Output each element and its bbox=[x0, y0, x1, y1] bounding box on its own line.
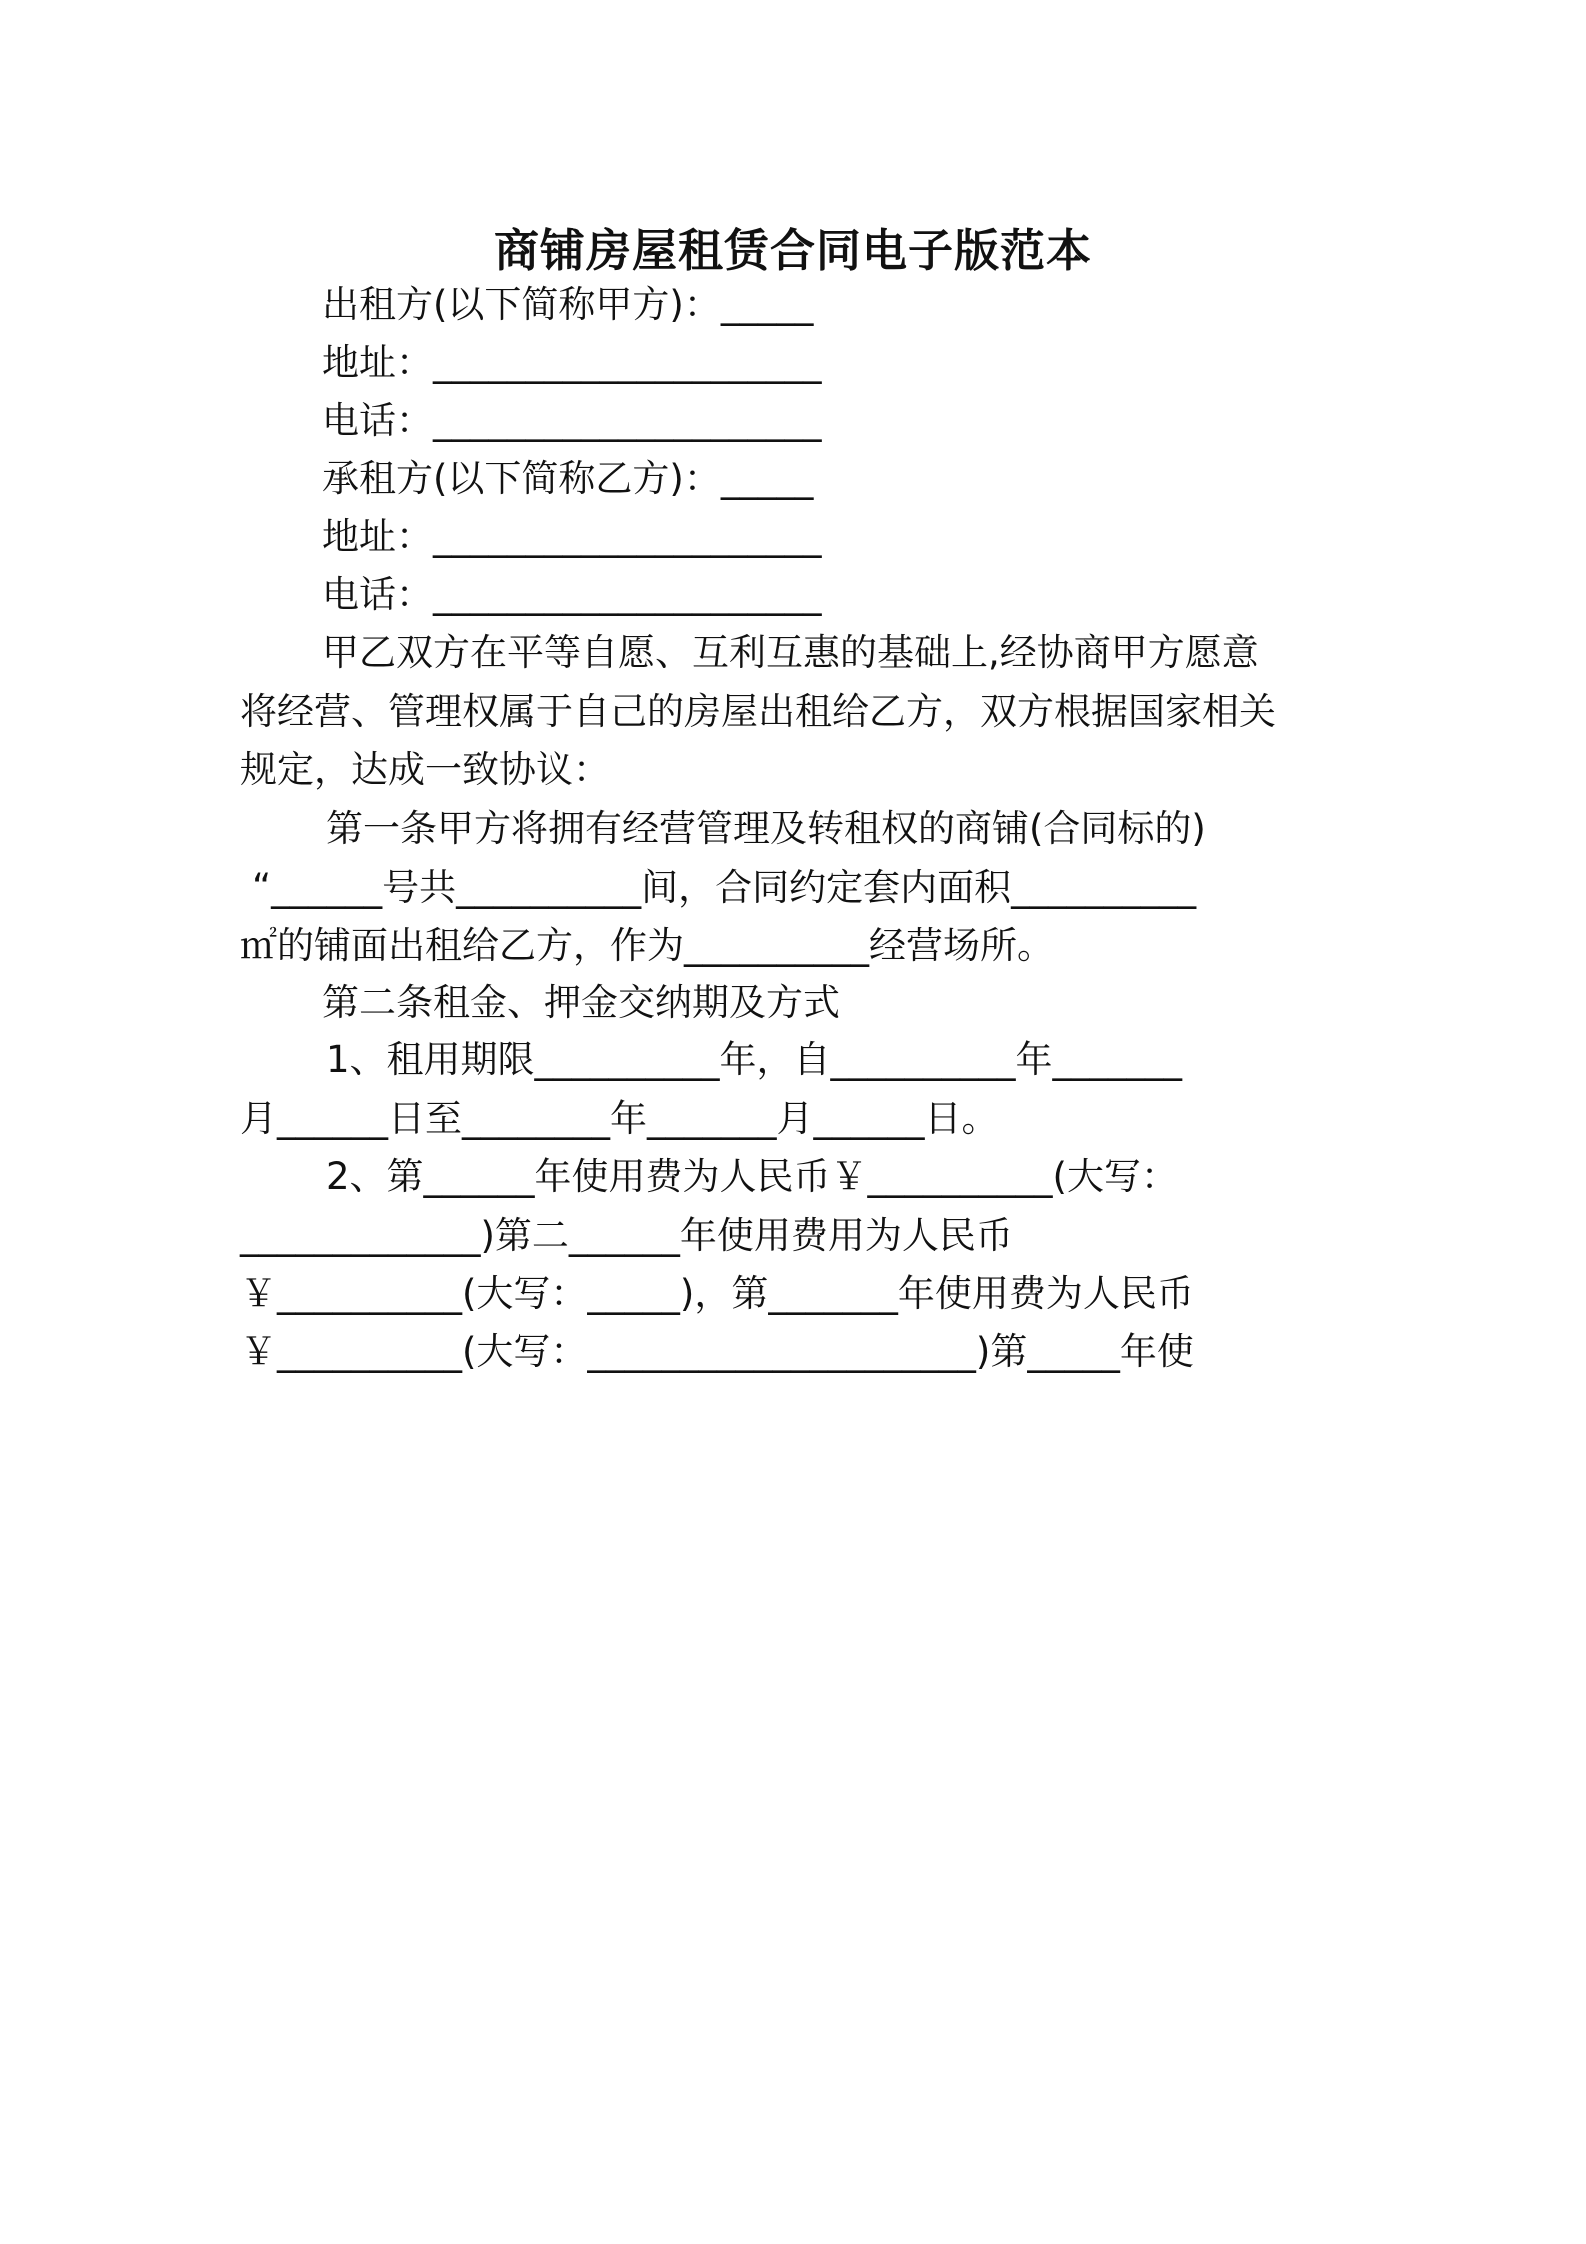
article2-item1-line-2: 月______日至________年_______月______日。 bbox=[240, 1097, 999, 1140]
party-b-phone-line: 电话：_____________________ bbox=[322, 573, 822, 616]
article1-line-3: ㎡的铺面出租给乙方，作为__________经营场所。 bbox=[240, 924, 1054, 967]
party-a-name-line: 出租方(以下简称甲方)：_____ bbox=[322, 283, 814, 326]
party-a-phone-line: 电话：_____________________ bbox=[322, 399, 822, 442]
document-title: 商铺房屋租赁合同电子版范本 bbox=[493, 224, 1092, 277]
article2-item2-line-1: 2、第______年使用费为人民币￥__________(大写： bbox=[326, 1155, 1178, 1198]
party-b-name-line: 承租方(以下简称乙方)：_____ bbox=[322, 457, 814, 500]
article2-item1-line-1: 1、租用期限__________年，自__________年_______ bbox=[326, 1038, 1183, 1081]
preamble-line-3: 规定，达成一致协议： bbox=[240, 748, 610, 791]
article2-item2-line-3: ￥__________(大写：_____)，第_______年使用费为人民币 bbox=[240, 1272, 1194, 1315]
party-b-address-line: 地址：_____________________ bbox=[322, 515, 822, 558]
article2-heading: 第二条租金、押金交纳期及方式 bbox=[322, 981, 840, 1024]
party-a-address-line: 地址：_____________________ bbox=[322, 341, 822, 384]
preamble-line-2: 将经营、管理权属于自己的房屋出租给乙方，双方根据国家相关 bbox=[240, 690, 1276, 733]
article2-item2-line-4: ￥__________(大写：_____________________)第_____年使 bbox=[240, 1330, 1194, 1373]
preamble-line-1: 甲乙双方在平等自愿、互利互惠的基础上,经协商甲方愿意 bbox=[322, 631, 1259, 674]
article1-line-2: “______号共__________间，合同约定套内面积__________ bbox=[252, 866, 1197, 909]
article2-item2-line-2: _____________)第二______年使用费用为人民币 bbox=[240, 1214, 1013, 1257]
article1-line-1: 第一条甲方将拥有经营管理及转租权的商铺(合同标的) bbox=[326, 807, 1206, 850]
